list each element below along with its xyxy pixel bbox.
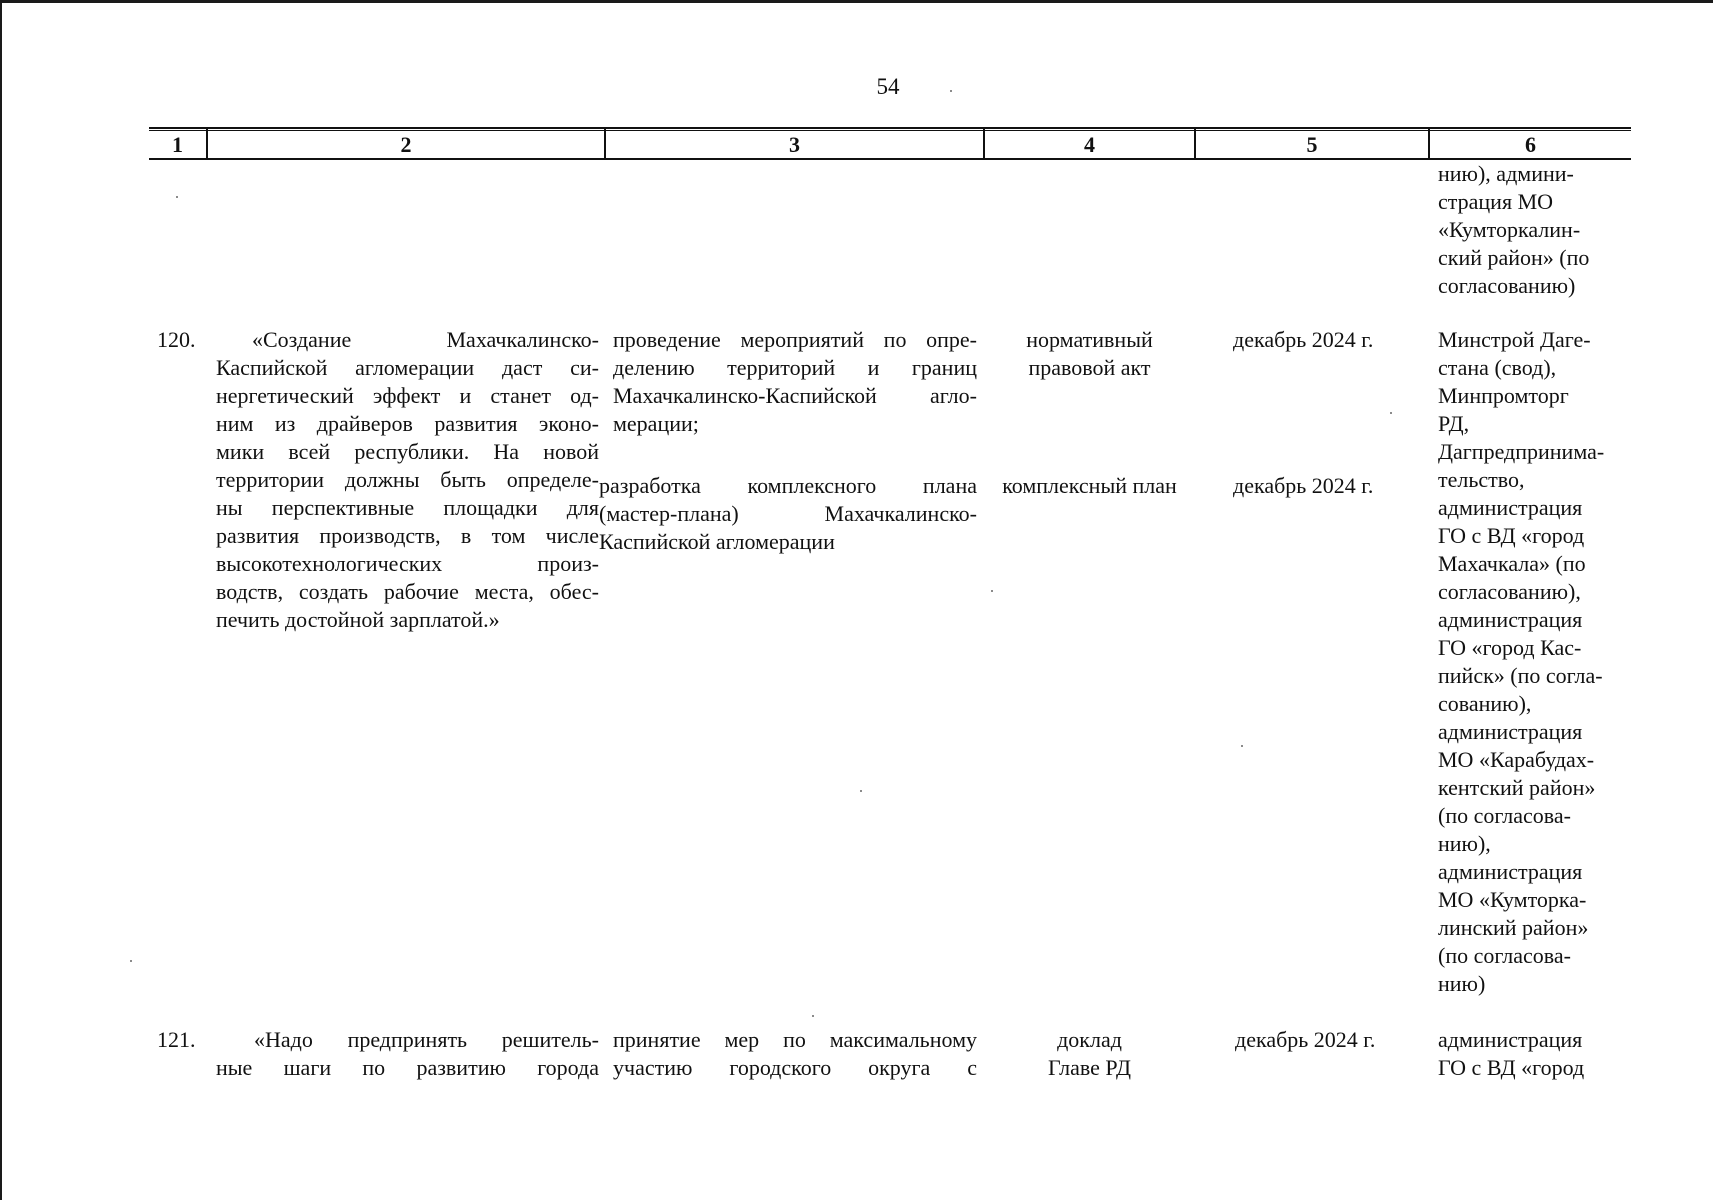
text-line: (по согласова-: [1438, 803, 1571, 828]
text-line: линский район»: [1438, 915, 1589, 940]
text-line: ГО с ВД «город: [1438, 523, 1585, 548]
text-line: нию): [1438, 971, 1486, 996]
deadline-1: декабрь 2024 г.: [1235, 1027, 1376, 1052]
text-line: развития производств, в том числе: [216, 523, 599, 548]
scan-edge-top: [0, 0, 1713, 3]
text-line: администрация: [1438, 607, 1583, 632]
text-line: администрация: [1438, 859, 1583, 884]
text-line: администрация: [1438, 719, 1583, 744]
text-line: согласованию),: [1438, 579, 1581, 604]
scan-speck: [1241, 745, 1243, 747]
text-line: водств, создать рабочие места, обес-: [216, 579, 599, 604]
continuation-executors: [1438, 160, 1589, 300]
text-line: Каспийской агломерации даст си-: [216, 355, 599, 380]
measure-1: [613, 326, 977, 438]
deadline-1: декабрь 2024 г.: [1233, 327, 1374, 352]
scan-speck: [950, 90, 952, 92]
text-line: МО «Кумторка-: [1438, 887, 1587, 912]
scan-speck: [176, 196, 178, 198]
result-2: комплексный план: [1002, 473, 1177, 498]
text-line: «Надо предпринять решитель-: [254, 1027, 599, 1052]
event-quote: [216, 1026, 599, 1082]
text-line: ним из драйверов развития эконо-: [216, 411, 599, 436]
row-number: 121.: [157, 1027, 196, 1052]
executors: [1438, 1026, 1584, 1082]
measure-1: [613, 1026, 977, 1082]
text-line: разработка комплексного плана: [599, 473, 977, 498]
text-line: нию),: [1438, 831, 1491, 856]
text-line: сованию),: [1438, 691, 1532, 716]
text-line: пийск» (по согла-: [1438, 663, 1603, 688]
text-line: ны перспективные площадки для: [216, 495, 599, 520]
text-line: правовой акт: [1028, 355, 1151, 380]
scan-speck: [860, 790, 862, 792]
text-line: РД,: [1438, 411, 1470, 436]
text-line: (по согласова-: [1438, 943, 1571, 968]
text-line: проведение мероприятий по опре-: [613, 327, 977, 352]
text-line: ГО «город Кас-: [1438, 635, 1582, 660]
text-line: доклад: [1057, 1027, 1122, 1052]
deadline-2: декабрь 2024 г.: [1233, 473, 1374, 498]
text-line: нию), админи-: [1438, 161, 1574, 186]
text-line: нергетический эффект и станет од-: [216, 383, 599, 408]
text-line: согласованию): [1438, 273, 1576, 298]
text-line: ГО с ВД «город: [1438, 1055, 1585, 1080]
header-col-6: 6: [1525, 132, 1536, 157]
text-line: высокотехнологических произ-: [216, 551, 599, 576]
text-line: ные шаги по развитию города: [216, 1055, 599, 1080]
header-col-1: 1: [172, 132, 183, 157]
text-line: нормативный: [1026, 327, 1153, 352]
text-line: ский район» (по: [1438, 245, 1590, 270]
text-line: МО «Карабудах-: [1438, 747, 1595, 772]
text-line: мики всей республики. На новой: [216, 439, 599, 464]
text-line: участию городского округа с: [613, 1055, 977, 1080]
text-line: Каспийской агломерации: [599, 529, 835, 554]
text-line: Минпромторг: [1438, 383, 1569, 408]
scan-speck: [991, 590, 993, 592]
text-line: тельство,: [1438, 467, 1525, 492]
text-line: Главе РД: [1048, 1055, 1131, 1080]
text-line: принятие мер по максимальному: [613, 1027, 977, 1052]
header-rule-bottom: [149, 158, 1631, 160]
header-rule-top: [149, 127, 1631, 129]
measure-2: [599, 472, 977, 556]
header-col-4: 4: [1084, 132, 1095, 157]
result-1: [985, 326, 1194, 382]
result-1: [985, 1026, 1194, 1082]
row-number: 120.: [157, 327, 196, 352]
header-col-3: 3: [789, 132, 800, 157]
text-line: кентский район»: [1438, 775, 1596, 800]
text-line: Дагпредпринима-: [1438, 439, 1605, 464]
event-quote: [216, 326, 599, 634]
text-line: территории должны быть определе-: [216, 467, 599, 492]
scan-edge-left: [0, 0, 2, 1200]
executors: [1438, 326, 1604, 998]
page-number: 54: [876, 74, 900, 99]
text-line: мерации;: [613, 411, 699, 436]
text-line: делению территорий и границ: [613, 355, 977, 380]
text-line: администрация: [1438, 495, 1583, 520]
scan-speck: [130, 960, 132, 962]
scan-speck: [1390, 412, 1392, 414]
text-line: Минстрой Даге-: [1438, 327, 1591, 352]
text-line: (мастер-плана) Махачкалинско-: [599, 501, 977, 526]
text-line: Махачкала» (по: [1438, 551, 1586, 576]
header-col-5: 5: [1306, 132, 1318, 157]
header-col-2: 2: [400, 132, 412, 157]
text-line: «Создание Махачкалинско-: [252, 327, 599, 352]
text-line: страция МО: [1438, 189, 1554, 214]
text-line: «Кумторкалин-: [1438, 217, 1581, 242]
text-line: печить достойной зарплатой.»: [216, 607, 500, 632]
text-line: администрация: [1438, 1027, 1583, 1052]
text-line: стана (свод),: [1438, 355, 1557, 380]
scan-speck: [812, 1015, 814, 1017]
text-line: Махачкалинско-Каспийской агло-: [613, 383, 977, 408]
